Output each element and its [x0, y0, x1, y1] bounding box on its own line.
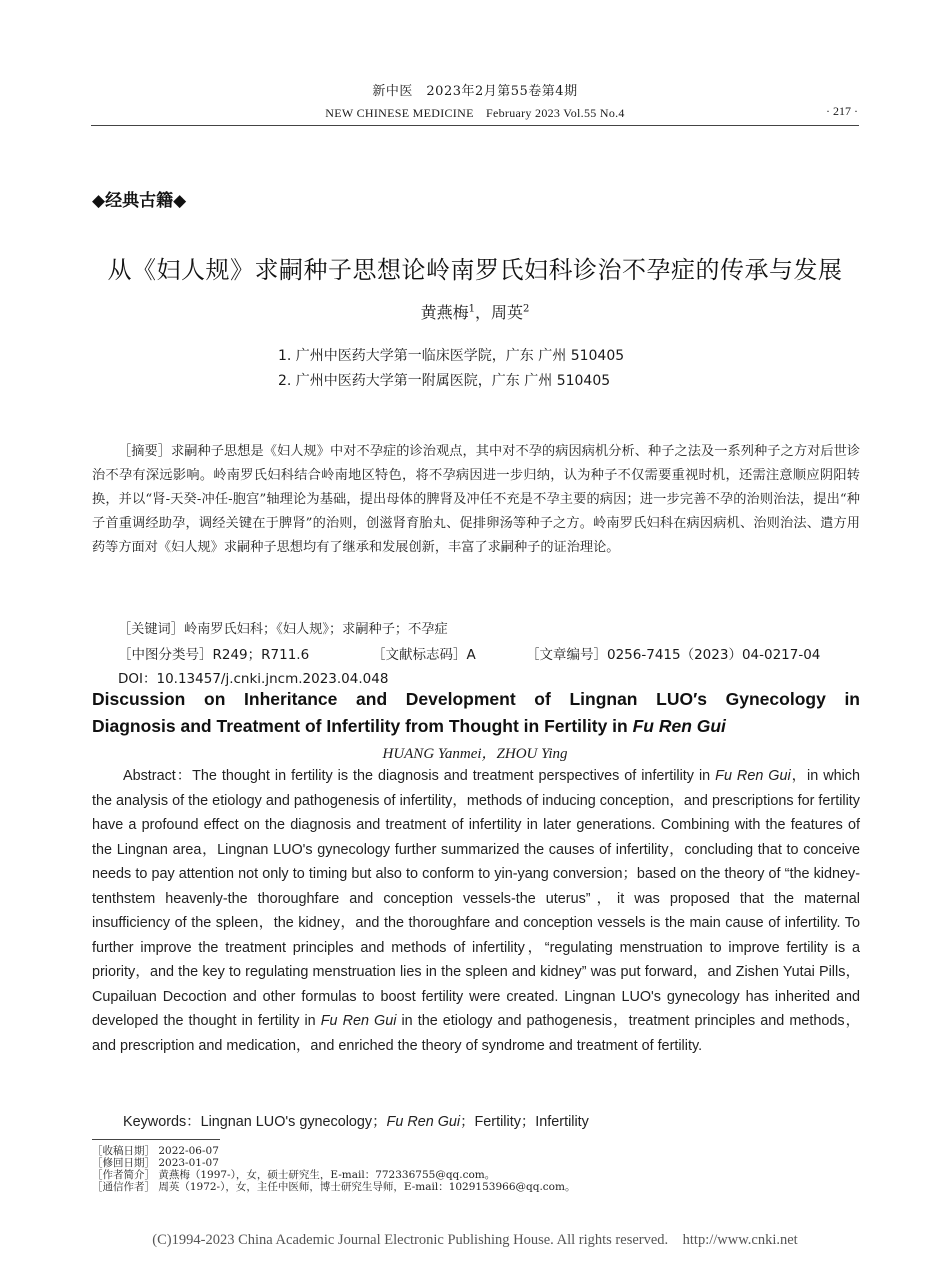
running-header-cn: 新中医 2023年2月第55卷第4期	[372, 84, 578, 99]
keywords-cn-label: ［关键词］	[118, 622, 184, 637]
keywords-en-1: Lingnan LUO's gynecology；	[200, 1114, 387, 1130]
title-en-line1: Discussion on Inheritance and Development of Lingnan LUO′s Gynecology in	[92, 689, 860, 709]
keywords-en-2: Fu Ren Gui	[386, 1114, 461, 1130]
footnote-received: ［收稿日期］ 2022-06-07	[92, 1145, 219, 1157]
keywords-cn-text: 岭南罗氏妇科；《妇人规》；求嗣种子；不孕症	[183, 622, 448, 637]
abstract-en-book-2: Fu Ren Gui	[320, 1013, 397, 1029]
section-tag: ◆经典古籍◆	[92, 191, 187, 211]
title-en-line2	[92, 713, 860, 740]
authors-en: HUANG Yanmei，ZHOU Ying	[382, 746, 568, 762]
doc-label: ［文献标志码］	[372, 647, 467, 663]
footnote-corresponding: ［通信作者］ 周英（1972-），女，主任中医师，博士研究生导师，E-mail：1029153966@qq.com。	[92, 1181, 576, 1193]
article-title-cn: 从《妇人规》求嗣种子思想论岭南罗氏妇科诊治不孕症的传承与发展	[107, 256, 843, 284]
abstract-en-label: Abstract：	[123, 768, 193, 784]
doc-value: A	[466, 647, 476, 663]
clc-code	[118, 643, 309, 663]
title-en-book: Fu Ren Gui	[632, 716, 726, 736]
abstract-en-text-2: ，in which the analysis of the etiology and pathogenesis of infertility，methods of inducing conception，and prescriptions for fertility have a profound effect on the diagnosis and treatment of infertility in later generations. Combining with the features of the Lingnan area，Lingnan LUO's gynecology further summarized the causes of infertility，concluding that to conceive needs to pay attention not only to timing but also to conform to yin-yang conversion；based on the theory of “the kidney-tenthstem heavenly-the thoroughfare and conception vessels-the uterus”，it was proposed that the maternal insufficiency of the spleen，the kidney，and the thoroughfare and conception vessels is the main cause of infertility. To further improve the treatment principles and methods of infertility，“regulating menstruation to improve fertility is a priority，and the key to regulating menstruation lies in the spleen and kidney” was put forward，and Zishen Yutai Pills，Cupailuan Decoction and other formulas to boost fertility were created. Lingnan LUO's gynecology has inherited and developed the thought in fertility in	[92, 768, 861, 1029]
article-title-en	[92, 686, 860, 740]
abstract-en	[92, 764, 860, 1058]
authors-cn	[0, 300, 950, 323]
document-code	[372, 643, 476, 663]
footnote-revised: ［修回日期］ 2023-01-07	[92, 1157, 219, 1169]
article-number	[526, 643, 820, 663]
affiliation-1: 1. 广州中医药大学第一临床医学院，广东 广州 510405	[278, 348, 625, 364]
abstract-cn-text: 求嗣种子思想是《妇人规》中对不孕症的诊治观点，其中对不孕的病因病机分析、种子之法及一系列种子之方对后世诊治不孕有深远影响。岭南罗氏妇科结合岭南地区特色，将不孕病因进一步归纳，认为种子不仅需要重视时机，还需注意顺应阴阳转换，并以“肾-天癸-冲任-胞宫”轴理论为基础，提出母体的脾肾及冲任不充是不孕主要的病因；进一步完善不孕的治则治法，提出“种子首重调经助孕，调经关键在于脾肾”的治则，创滋肾育胎丸、促排卵汤等种子之方。岭南罗氏妇科在病因病机、治则治法、遣方用药等方面对《妇人规》求嗣种子思想均有了继承和发展创新，丰富了求嗣种子的证治理论。	[92, 444, 861, 555]
page-number: · 217 ·	[826, 104, 858, 118]
author-separator: ，	[474, 303, 491, 322]
footnote-rule	[92, 1139, 220, 1140]
keywords-en-label: Keywords：	[123, 1114, 201, 1130]
keywords-cn	[118, 618, 448, 637]
abstract-en-book-1: Fu Ren Gui	[715, 768, 791, 784]
affiliation-2: 2. 广州中医药大学第一附属医院，广东 广州 510405	[278, 373, 611, 389]
abstract-en-text-1: The thought in fertility is the diagnosis and treatment perspectives of infertility in	[192, 768, 716, 784]
author-1-affil-mark: 1	[468, 303, 475, 315]
abstract-cn-label: ［摘要］	[118, 444, 172, 459]
clc-value: R249；R711.6	[212, 647, 310, 663]
keywords-en	[123, 1110, 589, 1131]
abstract-cn	[92, 440, 860, 560]
author-2: 周英	[491, 303, 524, 322]
art-label: ［文章编号］	[526, 647, 607, 663]
title-en-line2-text: Diagnosis and Treatment of Infertility from Thought in Fertility in	[92, 716, 633, 736]
author-1: 黄燕梅	[420, 303, 469, 322]
keywords-en-3: ；Fertility；Infertility	[460, 1114, 589, 1130]
author-2-affil-mark: 2	[523, 303, 530, 315]
copyright-watermark: (C)1994-2023 China Academic Journal Electronic Publishing House. All rights reserved. http://www.cnki.net	[152, 1232, 798, 1248]
doi: DOI：10.13457/j.cnki.jncm.2023.04.048	[118, 671, 389, 687]
art-value: 0256-7415（2023）04-0217-04	[607, 647, 821, 663]
header-rule	[91, 125, 859, 126]
footnote-author-bio: ［作者简介］ 黄燕梅（1997-），女，硕士研究生，E-mail：772336755@qq.com。	[92, 1169, 496, 1181]
running-header-en: NEW CHINESE MEDICINE February 2023 Vol.55 No.4	[325, 106, 625, 120]
abstract-en-text-3: in the etiology and pathogenesis，treatment principles and methods，and prescription and medication，and enriched the theory of syndrome and treatment of fertility.	[92, 1013, 861, 1054]
clc-label: ［中图分类号］	[118, 647, 213, 663]
